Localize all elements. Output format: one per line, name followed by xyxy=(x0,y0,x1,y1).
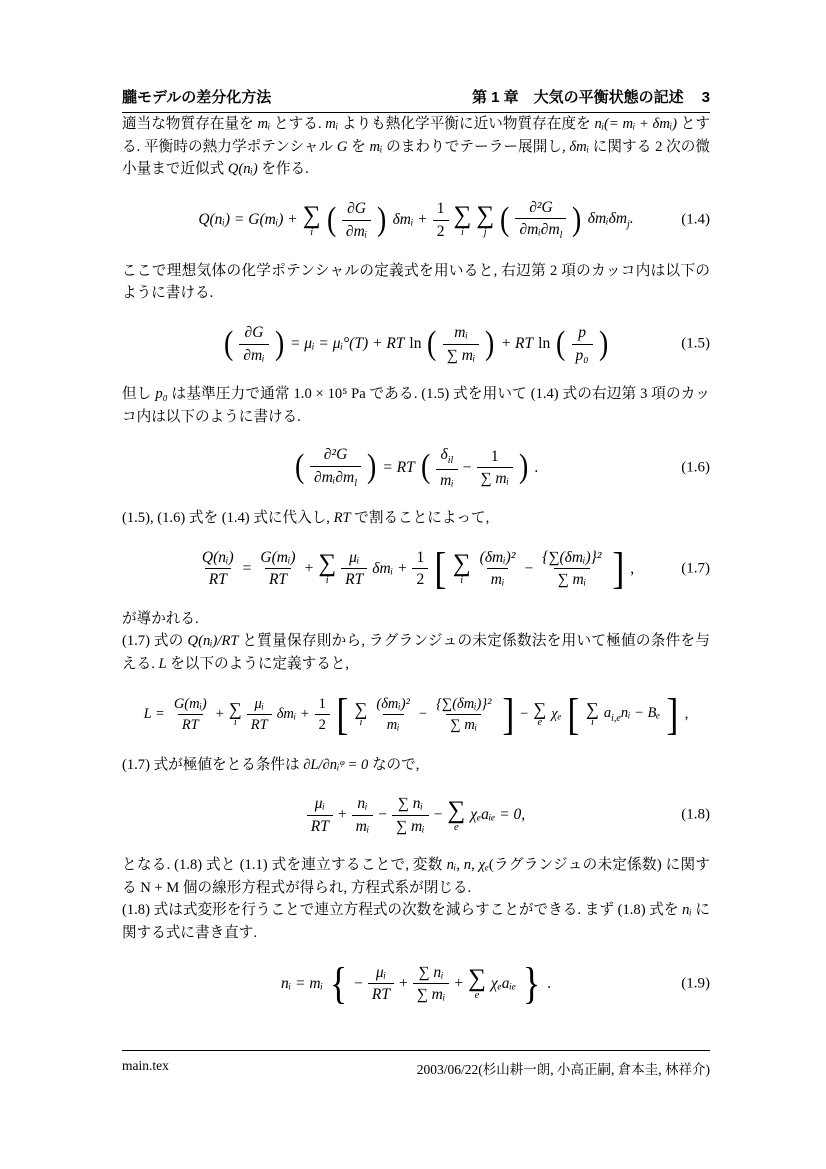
big-paren: ( xyxy=(326,200,336,238)
text-run: と質量保存則から, ラグランジュの未定係数法を用いて極値の条件を与える. xyxy=(122,633,710,673)
math-text: + RT xyxy=(500,335,534,353)
fraction: $\frac{1}{2}$ xyxy=(315,694,330,735)
summation: ∑ i xyxy=(453,201,472,238)
fraction: $\frac{\text{\{∑(δmᵢ)\}²}}{\text{∑ mᵢ}}$ xyxy=(538,547,605,591)
fraction: $\frac{\text{(δmᵢ)²}}{\text{mᵢ}}$ xyxy=(476,547,520,591)
summation: ∑ e xyxy=(468,964,486,1001)
math-operator: + xyxy=(454,974,464,992)
paragraph-9 xyxy=(122,899,710,944)
text-run: のまわりでテーラー展開し, xyxy=(382,138,570,155)
big-paren: ( xyxy=(556,324,566,362)
summation: ∑ i xyxy=(452,550,471,587)
fraction: $\frac{\text{μᵢ}}{RT}$ xyxy=(307,793,333,837)
inline-math: nᵢ(= mᵢ + δmᵢ) xyxy=(594,116,678,132)
inline-math: p₀ xyxy=(155,386,168,403)
text-run: を作る. xyxy=(257,161,309,178)
big-bracket: ] xyxy=(666,689,679,739)
text-run: (ラグランジュの未定係数) に関する N + M 個の線形方程式が得られ, 方程式系が閉じる. xyxy=(122,857,711,896)
paragraph-3 xyxy=(122,383,710,428)
math-text: L = xyxy=(143,706,165,723)
inline-math: mᵢ xyxy=(325,116,339,132)
math-text: , xyxy=(630,559,635,577)
text-run: (1.5), (1.6) 式を (1.4) 式に代入し, xyxy=(122,510,334,527)
math-text: δmᵢ + xyxy=(372,559,408,577)
text-run: ここで理想気体の化学ポテンシャルの定義式を用いると, 右辺第 2 項のカッコ内は以下のように書ける. xyxy=(122,262,710,302)
big-bracket: [ xyxy=(434,544,447,594)
math-text: δmᵢδm$_j$. xyxy=(587,210,634,231)
text-run: (1.7) 式の xyxy=(122,633,188,650)
math-operator: + xyxy=(398,974,408,992)
big-paren: ) xyxy=(519,448,529,486)
math-operator: − xyxy=(378,806,388,824)
equation-1.6 xyxy=(122,444,710,491)
fraction: $\frac{\text{\{∑(δmᵢ)\}²}}{\text{∑ mᵢ}}$ xyxy=(432,694,495,735)
text-run: に関する 2 次の微小量まで近似式 xyxy=(122,138,710,178)
math-operator: − xyxy=(418,706,428,723)
fraction: $\frac{1}{2}$ xyxy=(412,547,428,591)
math-operator: − xyxy=(354,974,363,992)
math-operator: + xyxy=(337,806,347,824)
text-run: (1.7) 式が極値をとる条件は xyxy=(122,756,304,773)
header-right xyxy=(472,86,710,107)
fraction: $\frac{\delta_{il}}{\text{mᵢ}}$ xyxy=(436,444,458,491)
equation-number: (1.6) xyxy=(681,459,710,476)
fraction: $\frac{1}{2}$ xyxy=(433,198,449,242)
math-operator: + xyxy=(215,706,224,723)
fraction: $\frac{\partial G}{\text{∂mᵢ}}$ xyxy=(239,322,268,366)
inline-math: χₑ xyxy=(478,857,489,874)
footer-filename: main.tex xyxy=(122,1058,169,1073)
paragraph-5 xyxy=(122,608,710,631)
fraction: $\frac{\text{nᵢ}}{\text{mᵢ}}$ xyxy=(352,793,374,837)
big-paren: ) xyxy=(274,324,284,362)
fraction: $\frac{\text{(δmᵢ)²}}{\text{mᵢ}}$ xyxy=(372,694,414,735)
math-operator: − xyxy=(520,706,529,723)
math-text: $a_{i,e}nᵢ - B_e$ xyxy=(603,705,661,725)
math-operator: − xyxy=(524,559,534,577)
fraction: $\frac{\text{∑ nᵢ}}{\text{∑ mᵢ}}$ xyxy=(413,962,450,1006)
page-footer xyxy=(122,1050,710,1078)
math-text: = μᵢ = μᵢ°(T) + RT xyxy=(289,335,405,353)
big-paren: ( xyxy=(427,324,437,362)
inline-math: Q(nᵢ) xyxy=(227,161,258,178)
equation-1.7 xyxy=(122,546,710,592)
header-page-number: 3 xyxy=(701,89,710,106)
fraction: $\frac{\text{∂²G}}{\partial mᵢ\partial m_l}$ xyxy=(310,444,361,491)
math-operator: ln xyxy=(409,335,422,353)
math-text: . xyxy=(534,458,539,476)
text-run: なので, xyxy=(368,756,420,773)
fraction: $\frac{1}{\text{∑ mᵢ}}$ xyxy=(477,446,514,490)
equation-1.4 xyxy=(122,197,710,244)
header-left-title: 朧モデルの差分化方法 xyxy=(122,89,272,106)
big-bracket: ] xyxy=(611,544,624,594)
fraction: $\frac{\text{μᵢ}}{RT}$ xyxy=(368,962,394,1006)
running-header xyxy=(122,86,710,113)
summation: ∑ i xyxy=(354,699,368,729)
big-bracket: [ xyxy=(336,689,349,739)
text-run: となる. (1.8) 式と (1.1) 式を連立することで, 変数 xyxy=(122,857,447,874)
text-run: (1.8) 式は式変形を行うことで連立方程式の次数を減らすことができる. まず (1.8) 式を xyxy=(122,902,683,919)
paragraph-1 xyxy=(122,113,710,181)
math-operator: + xyxy=(304,559,314,577)
fraction: $\frac{p}{\text{p₀}}$ xyxy=(572,322,593,366)
fraction: $\frac{\text{∂²G}}{\partial mᵢ\partial m_l}$ xyxy=(515,197,566,244)
math-text: nᵢ = mᵢ xyxy=(280,974,324,992)
big-paren: ( xyxy=(500,200,510,238)
text-run: で割ることによって, xyxy=(350,510,490,527)
summation: ∑ e xyxy=(533,699,547,729)
text-run: 適当な物質存在量を xyxy=(122,116,258,132)
equation-number: (1.5) xyxy=(681,335,710,352)
paragraph-2 xyxy=(122,260,710,305)
fraction: $\frac{\text{Q(nᵢ)}}{RT}$ xyxy=(198,547,238,591)
text-run: 但し xyxy=(122,386,156,403)
text-run: , xyxy=(456,857,464,874)
summation: ∑ e xyxy=(447,796,466,833)
equation-1.8 xyxy=(122,792,710,838)
inline-math: δmᵢ xyxy=(569,138,590,155)
text-run: よりも熱化学平衡に近い物質存在度を xyxy=(338,116,595,132)
paragraph-6 xyxy=(122,630,710,675)
math-operator: − xyxy=(462,458,472,476)
equation-number: (1.4) xyxy=(681,211,710,228)
fraction: $\frac{\text{G(mᵢ)}}{RT}$ xyxy=(170,694,211,735)
inline-math: L xyxy=(158,656,167,673)
equation-number: (1.9) xyxy=(681,975,710,992)
summation: ∑ i xyxy=(318,550,337,587)
text-run: が導かれる. xyxy=(122,610,199,627)
math-text: δmᵢ + xyxy=(276,706,310,723)
inline-math: G xyxy=(336,138,348,155)
fraction: $\frac{\text{μᵢ}}{RT}$ xyxy=(247,694,272,735)
footer-credits: 2003/06/22(杉山耕一朗, 小高正嗣, 倉本圭, 林祥介) xyxy=(416,1062,710,1077)
text-run: に関する式に書き直す. xyxy=(122,902,710,942)
inline-math: ∂L/∂nᵢᵠ = 0 xyxy=(303,756,369,773)
big-paren: ) xyxy=(598,324,608,362)
inline-math: nᵢ xyxy=(446,857,457,874)
paragraph-8 xyxy=(122,854,710,899)
summation: ∑ i xyxy=(228,699,242,729)
inline-math: Q(nᵢ)/RT xyxy=(187,633,239,650)
big-paren: ( xyxy=(420,448,431,486)
equation-number: (1.8) xyxy=(681,806,710,823)
equation-lagrangian xyxy=(122,689,710,739)
big-paren: ( xyxy=(224,324,234,362)
paragraph-7 xyxy=(122,754,710,777)
summation: ∑ j xyxy=(476,201,495,238)
math-text: χₑaᵢₑ xyxy=(490,974,517,992)
header-chapter-title: 第 1 章 大気の平衡状態の記述 xyxy=(471,89,684,106)
equation-1.5 xyxy=(122,321,710,367)
text-run: とする. xyxy=(270,116,326,132)
page-content xyxy=(122,86,710,1023)
big-paren: ) xyxy=(572,200,582,238)
equation-number: (1.7) xyxy=(681,560,710,577)
big-bracket: [ xyxy=(567,689,580,739)
big-bracket: ] xyxy=(501,689,514,739)
math-text: χₑ xyxy=(551,706,562,723)
inline-math: nᵢ xyxy=(682,902,692,919)
summation: ∑ i xyxy=(302,201,321,238)
big-brace: } xyxy=(522,958,541,1008)
math-text: = RT xyxy=(382,458,415,476)
text-run: とする. 平衡時の熱力学ポテンシャル xyxy=(122,116,710,155)
inline-math: RT xyxy=(333,510,351,527)
math-text: . xyxy=(547,974,552,992)
inline-math: mᵢ xyxy=(257,116,271,132)
math-text: δmᵢ + xyxy=(392,211,428,229)
math-text: χₑaᵢₑ = 0, xyxy=(470,806,526,824)
big-paren: ) xyxy=(367,448,377,486)
big-paren: ( xyxy=(294,448,305,486)
big-paren: ) xyxy=(485,324,495,362)
inline-math: mᵢ xyxy=(369,138,383,155)
math-text: Q(nᵢ) = G(mᵢ) + xyxy=(198,211,298,229)
fraction: $\frac{\partial G}{\text{∂mᵢ}}$ xyxy=(342,198,371,242)
math-text: , xyxy=(684,706,689,723)
fraction: $\frac{\text{μᵢ}}{RT}$ xyxy=(341,547,367,591)
paragraph-4 xyxy=(122,507,710,530)
equation-1.9 xyxy=(122,958,710,1008)
math-operator: ln xyxy=(538,335,551,353)
fraction: $\frac{\text{G(mᵢ)}}{RT}$ xyxy=(256,547,299,591)
fraction: $\frac{\text{mᵢ}}{\text{∑ mᵢ}}$ xyxy=(443,322,480,366)
fraction: $\frac{\text{∑ nᵢ}}{\text{∑ mᵢ}}$ xyxy=(392,793,429,837)
summation: ∑ i xyxy=(586,699,599,729)
big-brace: { xyxy=(329,958,348,1008)
text-run: , xyxy=(471,857,479,874)
math-operator: = xyxy=(242,559,252,577)
text-run: を以下のように定義すると, xyxy=(166,656,350,673)
inline-math: n xyxy=(463,857,472,874)
text-run: は基準圧力で通常 1.0 × 10⁵ Pa である. (1.5) 式を用いて (1.4) 式の右辺第 3 項のカッコ内は以下のように書ける. xyxy=(122,386,710,425)
math-operator: − xyxy=(433,806,443,824)
text-run: を xyxy=(347,138,370,155)
big-paren: ) xyxy=(377,200,387,238)
